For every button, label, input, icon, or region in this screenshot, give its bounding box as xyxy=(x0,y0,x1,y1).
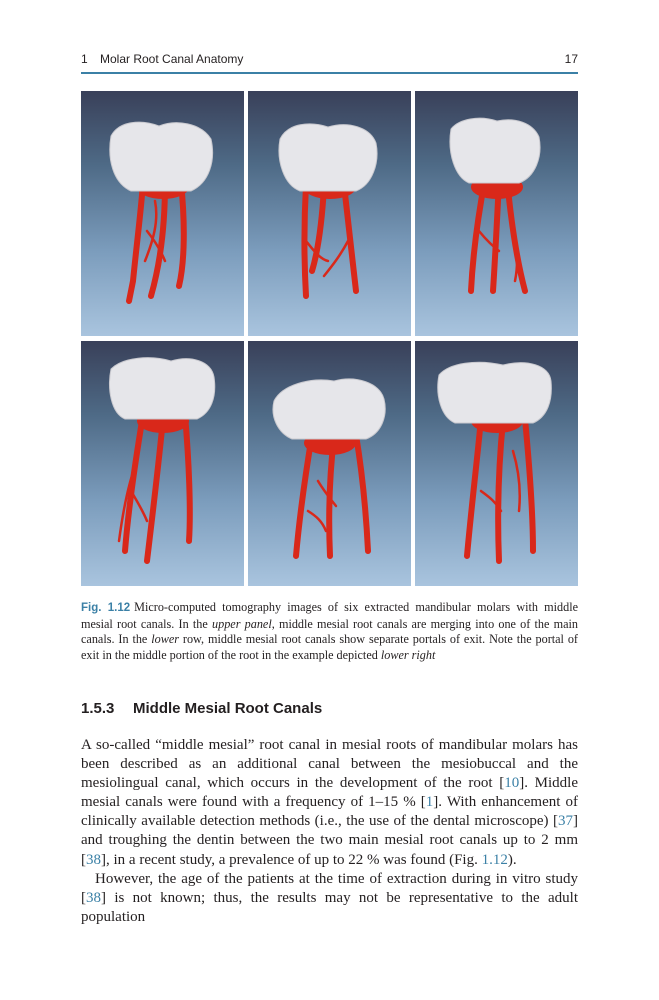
tooth-crown xyxy=(110,122,213,191)
root-canal xyxy=(179,183,184,286)
root-canal xyxy=(356,435,368,551)
tooth-crown xyxy=(450,118,540,183)
citation-link[interactable]: 1.12 xyxy=(481,851,508,868)
root-canal xyxy=(185,415,190,541)
paragraph-text: ] and troughing the dentin between the two main mesial root canals up to 2 mm [ xyxy=(81,813,578,868)
section-number: 1.5.3 xyxy=(81,700,115,717)
tooth-crown xyxy=(279,124,377,191)
running-header xyxy=(81,52,578,70)
micro-ct-panel xyxy=(248,91,411,336)
root-canal xyxy=(467,419,481,556)
figure-label: Fig. 1.12 xyxy=(81,602,131,614)
tooth-render xyxy=(81,341,244,586)
caption-text xyxy=(81,600,578,662)
chapter-number: 1 xyxy=(81,52,88,66)
paragraph-text: However, the age of the patients at the time of extraction during in vitro study [ xyxy=(81,870,578,906)
citation-link[interactable]: 37 xyxy=(558,813,573,830)
tooth-crown xyxy=(110,358,215,419)
micro-ct-panel xyxy=(81,91,244,336)
root-canal xyxy=(344,185,356,291)
root-canal xyxy=(324,241,348,276)
tooth-render xyxy=(248,341,411,586)
root-canal xyxy=(296,435,312,556)
paragraph xyxy=(81,870,578,927)
root-canal xyxy=(308,511,326,531)
paragraph xyxy=(81,736,578,870)
root-canal xyxy=(131,491,147,521)
section-title: Middle Mesial Root Canals xyxy=(133,700,323,717)
page-number: 17 xyxy=(564,52,578,66)
section-heading xyxy=(81,700,578,717)
paragraph-text: ). xyxy=(507,851,517,868)
tooth-render xyxy=(415,341,578,586)
caption-emphasis: lower xyxy=(151,632,179,647)
tooth-crown xyxy=(438,362,552,423)
micro-ct-panel xyxy=(415,91,578,336)
figure-1-12 xyxy=(81,91,578,587)
citation-link[interactable]: 10 xyxy=(504,775,520,792)
chapter-title: Molar Root Canal Anatomy xyxy=(100,52,244,66)
root-canal xyxy=(525,419,533,551)
root-canal xyxy=(498,421,503,561)
caption-segment: row, middle mesial root canals show separate portals of exit. Note the portal of exit in the middle portion of the root in the example depicted xyxy=(81,632,578,662)
citation-link[interactable]: 1 xyxy=(425,794,434,811)
figure-caption xyxy=(81,600,578,663)
tooth-render xyxy=(81,91,244,336)
caption-segment: , middle mesial root canals are merging into one of the main canals. In the xyxy=(81,616,578,647)
micro-ct-panel xyxy=(415,341,578,586)
root-canal xyxy=(129,183,143,301)
micro-ct-panel xyxy=(81,341,244,586)
citation-link[interactable]: 38 xyxy=(86,851,101,868)
root-canal xyxy=(147,419,163,561)
tooth-render xyxy=(248,91,411,336)
micro-ct-panel xyxy=(248,341,411,586)
paragraph-text: ] is not known; thus, the results may not be representative to the adult population xyxy=(81,889,578,925)
paragraph-text: A so-called “middle mesial” root canal in mesial roots of mandibular molars has been described as an additional canal between the mesiobuccal and the mesiolingual canal, which occurs in the development of the root [ xyxy=(81,737,578,792)
paragraph-text: ], in a recent study, a prevalence of up to 22 % was found (Fig. xyxy=(101,851,482,868)
root-canal xyxy=(125,415,143,551)
paragraph-text: ]. Middle mesial canals were found with a frequency of 1–15 % [ xyxy=(81,775,579,811)
citation-link[interactable]: 38 xyxy=(86,889,101,906)
tooth-crown xyxy=(273,379,385,439)
root-canal xyxy=(513,451,520,511)
tooth-render xyxy=(415,91,578,336)
paragraph-text: ]. With enhancement of clinically available detection methods (i.e., the use of the dental microscope) [ xyxy=(81,794,578,830)
caption-emphasis: lower right xyxy=(380,647,436,662)
caption-segment: Micro-computed tomography images of six extracted mandibular molars with middle mesial root canals. In the xyxy=(81,600,578,631)
body-text xyxy=(81,736,578,927)
header-rule xyxy=(81,72,578,74)
caption-emphasis: upper panel xyxy=(212,616,272,631)
